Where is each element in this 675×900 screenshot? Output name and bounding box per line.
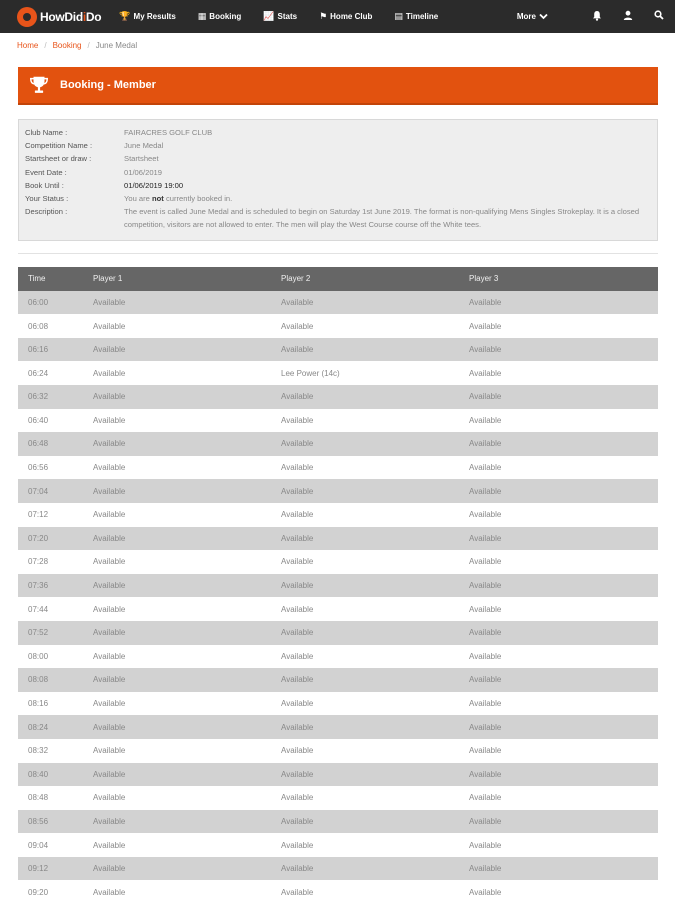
description-value: The event is called June Medal and is scheduled to begin on Saturday 1st June 2019. The format is non-qualifying Mens Singles Strokeplay. It is a closed competition, visitors are not allowed to enter. The men will play the West Course course off the White tees. bbox=[124, 207, 640, 230]
info-row-status bbox=[25, 192, 650, 205]
time-cell: 08:56 bbox=[28, 816, 49, 826]
player-2-cell[interactable]: Available bbox=[281, 864, 314, 874]
time-cell: 08:16 bbox=[28, 699, 49, 709]
table-header bbox=[18, 267, 658, 291]
flag-icon: ⚑ bbox=[319, 11, 328, 21]
player-2-cell[interactable]: Available bbox=[281, 557, 314, 567]
info-row-startsheet bbox=[25, 152, 650, 165]
table-row[interactable] bbox=[18, 385, 658, 409]
player-2-cell[interactable]: Available bbox=[281, 651, 314, 661]
time-cell: 08:24 bbox=[28, 722, 49, 732]
time-cell: 06:24 bbox=[28, 368, 49, 378]
description-label: Description : bbox=[25, 207, 68, 217]
player-3-cell[interactable]: Available bbox=[469, 321, 502, 331]
header-player-2: Player 2 bbox=[281, 274, 311, 284]
player-1-cell[interactable]: Available bbox=[93, 722, 126, 732]
player-1-cell[interactable]: Available bbox=[93, 415, 126, 425]
player-3-cell[interactable]: Available bbox=[469, 345, 502, 355]
table-row[interactable] bbox=[18, 597, 658, 621]
table-row[interactable] bbox=[18, 574, 658, 598]
player-3-cell[interactable]: Available bbox=[469, 769, 502, 779]
player-2-cell[interactable]: Available bbox=[281, 321, 314, 331]
time-cell: 09:12 bbox=[28, 864, 49, 874]
player-1-cell[interactable]: Available bbox=[93, 510, 126, 520]
time-cell: 07:20 bbox=[28, 533, 49, 543]
breadcrumb bbox=[0, 33, 675, 57]
time-cell: 07:36 bbox=[28, 581, 49, 591]
nav-item-label: Home Club bbox=[330, 12, 373, 21]
player-2-cell[interactable]: Available bbox=[281, 604, 314, 614]
player-1-cell[interactable]: Available bbox=[93, 533, 126, 543]
player-2-cell[interactable]: Available bbox=[281, 486, 314, 496]
player-2-cell[interactable]: Available bbox=[281, 675, 314, 685]
time-cell: 06:16 bbox=[28, 345, 49, 355]
player-3-cell[interactable]: Available bbox=[469, 581, 502, 591]
player-2-cell[interactable]: Available bbox=[281, 581, 314, 591]
player-1-cell[interactable]: Available bbox=[93, 368, 126, 378]
time-cell: 06:08 bbox=[28, 321, 49, 331]
table-row[interactable] bbox=[18, 409, 658, 433]
player-1-cell[interactable]: Available bbox=[93, 463, 126, 473]
table-row[interactable] bbox=[18, 857, 658, 881]
time-cell: 07:44 bbox=[28, 604, 49, 614]
time-cell: 06:56 bbox=[28, 463, 49, 473]
player-2-cell[interactable]: Available bbox=[281, 840, 314, 850]
info-row-book-until bbox=[25, 179, 650, 192]
breadcrumb-home[interactable]: Home bbox=[17, 40, 39, 50]
time-cell: 09:20 bbox=[28, 887, 49, 897]
breadcrumb-separator: / bbox=[87, 40, 90, 50]
table-row[interactable] bbox=[18, 291, 658, 315]
player-2-cell[interactable]: Available bbox=[281, 769, 314, 779]
player-2-cell[interactable]: Available bbox=[281, 439, 314, 449]
player-1-cell[interactable]: Available bbox=[93, 887, 126, 897]
calendar-icon: ▦ bbox=[197, 11, 207, 21]
player-1-cell[interactable]: Available bbox=[93, 392, 126, 402]
player-1-cell[interactable]: Available bbox=[93, 793, 126, 803]
search-icon[interactable] bbox=[651, 10, 667, 23]
player-2-cell[interactable]: Available bbox=[281, 722, 314, 732]
nav-item-booking[interactable] bbox=[198, 11, 242, 22]
player-3-cell[interactable]: Available bbox=[469, 675, 502, 685]
player-2-cell[interactable]: Available bbox=[281, 297, 314, 307]
player-3-cell[interactable]: Available bbox=[469, 746, 502, 756]
player-3-cell[interactable]: Available bbox=[469, 604, 502, 614]
player-2-cell[interactable]: Available bbox=[281, 392, 314, 402]
player-3-cell[interactable]: Available bbox=[469, 557, 502, 567]
section-divider bbox=[18, 253, 658, 254]
table-row[interactable] bbox=[18, 763, 658, 787]
player-2-cell[interactable]: Available bbox=[281, 463, 314, 473]
player-3-cell[interactable]: Available bbox=[469, 887, 502, 897]
page-title-bar bbox=[18, 67, 658, 105]
event-date-value: 01/06/2019 bbox=[124, 167, 163, 177]
player-3-cell[interactable]: Available bbox=[469, 533, 502, 543]
time-cell: 08:08 bbox=[28, 675, 49, 685]
book-until-value: 01/06/2019 19:00 bbox=[124, 180, 184, 190]
time-cell: 06:48 bbox=[28, 439, 49, 449]
time-cell: 08:48 bbox=[28, 793, 49, 803]
player-1-cell[interactable]: Available bbox=[93, 816, 126, 826]
player-3-cell[interactable]: Available bbox=[469, 699, 502, 709]
table-row[interactable] bbox=[18, 880, 658, 900]
player-1-cell[interactable]: Available bbox=[93, 345, 126, 355]
player-3-cell[interactable]: Available bbox=[469, 793, 502, 803]
header-player-3: Player 3 bbox=[469, 274, 499, 284]
player-2-cell[interactable]: Available bbox=[281, 816, 314, 826]
table-row[interactable] bbox=[18, 810, 658, 834]
player-3-cell[interactable]: Available bbox=[469, 840, 502, 850]
player-3-cell[interactable]: Available bbox=[469, 651, 502, 661]
table-row[interactable] bbox=[18, 715, 658, 739]
nav-item-timeline[interactable] bbox=[394, 11, 438, 22]
breadcrumb-current: June Medal bbox=[95, 40, 138, 50]
table-row[interactable] bbox=[18, 479, 658, 503]
player-3-cell[interactable]: Available bbox=[469, 392, 502, 402]
nav-item-stats[interactable] bbox=[263, 11, 297, 22]
table-row[interactable] bbox=[18, 361, 658, 385]
table-row[interactable] bbox=[18, 550, 658, 574]
info-row-club bbox=[25, 126, 650, 139]
table-row[interactable] bbox=[18, 833, 658, 857]
table-row[interactable] bbox=[18, 456, 658, 480]
trophy-icon: 🏆 bbox=[119, 11, 131, 21]
player-2-cell[interactable]: Available bbox=[281, 699, 314, 709]
table-row[interactable] bbox=[18, 739, 658, 763]
time-cell: 07:12 bbox=[28, 510, 49, 520]
trophy-icon bbox=[28, 74, 50, 96]
player-1-cell[interactable]: Available bbox=[93, 581, 126, 591]
competition-info-panel bbox=[18, 119, 658, 241]
player-3-cell[interactable]: Available bbox=[469, 510, 502, 520]
time-cell: 08:40 bbox=[28, 769, 49, 779]
table-row[interactable] bbox=[18, 314, 658, 338]
chevron-down-icon bbox=[539, 13, 548, 20]
player-2-cell[interactable]: Available bbox=[281, 415, 314, 425]
table-row[interactable] bbox=[18, 621, 658, 645]
competition-name-label: Competition Name : bbox=[25, 141, 93, 151]
player-1-cell[interactable]: Available bbox=[93, 486, 126, 496]
player-2-cell[interactable]: Available bbox=[281, 887, 314, 897]
more-menu[interactable]: More bbox=[517, 12, 548, 21]
header-time: Time bbox=[28, 274, 46, 284]
header-player-1: Player 1 bbox=[93, 274, 123, 284]
breadcrumb-booking[interactable]: Booking bbox=[52, 40, 82, 50]
player-2-cell[interactable]: Available bbox=[281, 746, 314, 756]
competition-name-value: June Medal bbox=[124, 141, 164, 151]
player-1-cell[interactable]: Available bbox=[93, 628, 126, 638]
book-until-label: Book Until : bbox=[25, 180, 64, 190]
player-1-cell[interactable]: Available bbox=[93, 321, 126, 331]
info-row-competition bbox=[25, 139, 650, 152]
page-title: Booking - Member bbox=[60, 79, 156, 91]
table-row[interactable] bbox=[18, 503, 658, 527]
time-cell: 09:04 bbox=[28, 840, 49, 850]
player-1-cell[interactable]: Available bbox=[93, 746, 126, 756]
table-row[interactable] bbox=[18, 668, 658, 692]
player-1-cell[interactable]: Available bbox=[93, 604, 126, 614]
club-name-value: FAIRACRES GOLF CLUB bbox=[124, 128, 213, 137]
newspaper-icon: ▤ bbox=[394, 11, 403, 21]
logo-mark-icon bbox=[17, 7, 37, 27]
howdidido-logo[interactable] bbox=[17, 7, 101, 27]
table-row[interactable] bbox=[18, 645, 658, 669]
nav-item-home-club[interactable] bbox=[319, 11, 372, 22]
status-label: Your Status : bbox=[25, 194, 69, 204]
player-3-cell[interactable]: Available bbox=[469, 463, 502, 473]
player-1-cell[interactable]: Available bbox=[93, 769, 126, 779]
player-2-cell[interactable]: Lee Power (14c) bbox=[281, 368, 340, 378]
breadcrumb-separator: / bbox=[44, 40, 47, 50]
table-row[interactable] bbox=[18, 338, 658, 362]
player-2-cell[interactable]: Available bbox=[281, 793, 314, 803]
player-3-cell[interactable]: Available bbox=[469, 628, 502, 638]
player-1-cell[interactable]: Available bbox=[93, 840, 126, 850]
player-3-cell[interactable]: Available bbox=[469, 864, 502, 874]
time-cell: 06:32 bbox=[28, 392, 49, 402]
logo-text: HowDidiDo bbox=[40, 9, 102, 24]
startsheet-label: Startsheet or draw : bbox=[25, 154, 92, 164]
info-row-description bbox=[25, 205, 650, 231]
club-name-label: Club Name : bbox=[25, 128, 68, 137]
time-cell: 06:40 bbox=[28, 415, 49, 425]
status-value: You are not currently booked in. bbox=[124, 194, 233, 204]
player-3-cell[interactable]: Available bbox=[469, 486, 502, 496]
time-cell: 06:00 bbox=[28, 297, 49, 307]
time-cell: 07:28 bbox=[28, 557, 49, 567]
time-cell: 08:32 bbox=[28, 746, 49, 756]
table-row[interactable] bbox=[18, 786, 658, 810]
table-row[interactable] bbox=[18, 527, 658, 551]
nav-item-label: Stats bbox=[277, 12, 298, 21]
nav-item-my-results[interactable] bbox=[119, 11, 175, 22]
player-2-cell[interactable]: Available bbox=[281, 628, 314, 638]
player-1-cell[interactable]: Available bbox=[93, 439, 126, 449]
player-3-cell[interactable]: Available bbox=[469, 722, 502, 732]
info-row-event-date bbox=[25, 166, 650, 179]
nav-item-label: My Results bbox=[133, 12, 176, 21]
nav-item-label: Booking bbox=[209, 12, 242, 21]
player-1-cell[interactable]: Available bbox=[93, 557, 126, 567]
nav-item-label: Timeline bbox=[405, 12, 439, 21]
top-navbar bbox=[0, 0, 675, 33]
bell-icon[interactable] bbox=[589, 10, 605, 24]
player-3-cell[interactable]: Available bbox=[469, 297, 502, 307]
player-2-cell[interactable]: Available bbox=[281, 533, 314, 543]
event-date-label: Event Date : bbox=[25, 167, 67, 177]
user-icon[interactable] bbox=[620, 10, 636, 24]
time-cell: 07:52 bbox=[28, 628, 49, 638]
player-1-cell[interactable]: Available bbox=[93, 864, 126, 874]
player-1-cell[interactable]: Available bbox=[93, 699, 126, 709]
player-1-cell[interactable]: Available bbox=[93, 675, 126, 685]
chart-icon: 📈 bbox=[263, 11, 275, 21]
tee-times-table bbox=[18, 267, 658, 900]
time-cell: 07:04 bbox=[28, 486, 49, 496]
player-2-cell[interactable]: Available bbox=[281, 510, 314, 520]
table-row[interactable] bbox=[18, 692, 658, 716]
player-3-cell[interactable]: Available bbox=[469, 368, 502, 378]
player-3-cell[interactable]: Available bbox=[469, 816, 502, 826]
time-cell: 08:00 bbox=[28, 651, 49, 661]
player-2-cell[interactable]: Available bbox=[281, 345, 314, 355]
table-row[interactable] bbox=[18, 432, 658, 456]
player-1-cell[interactable]: Available bbox=[93, 297, 126, 307]
player-1-cell[interactable]: Available bbox=[93, 651, 126, 661]
player-3-cell[interactable]: Available bbox=[469, 439, 502, 449]
startsheet-value: Startsheet bbox=[124, 154, 159, 164]
table-body bbox=[18, 291, 658, 900]
player-3-cell[interactable]: Available bbox=[469, 415, 502, 425]
